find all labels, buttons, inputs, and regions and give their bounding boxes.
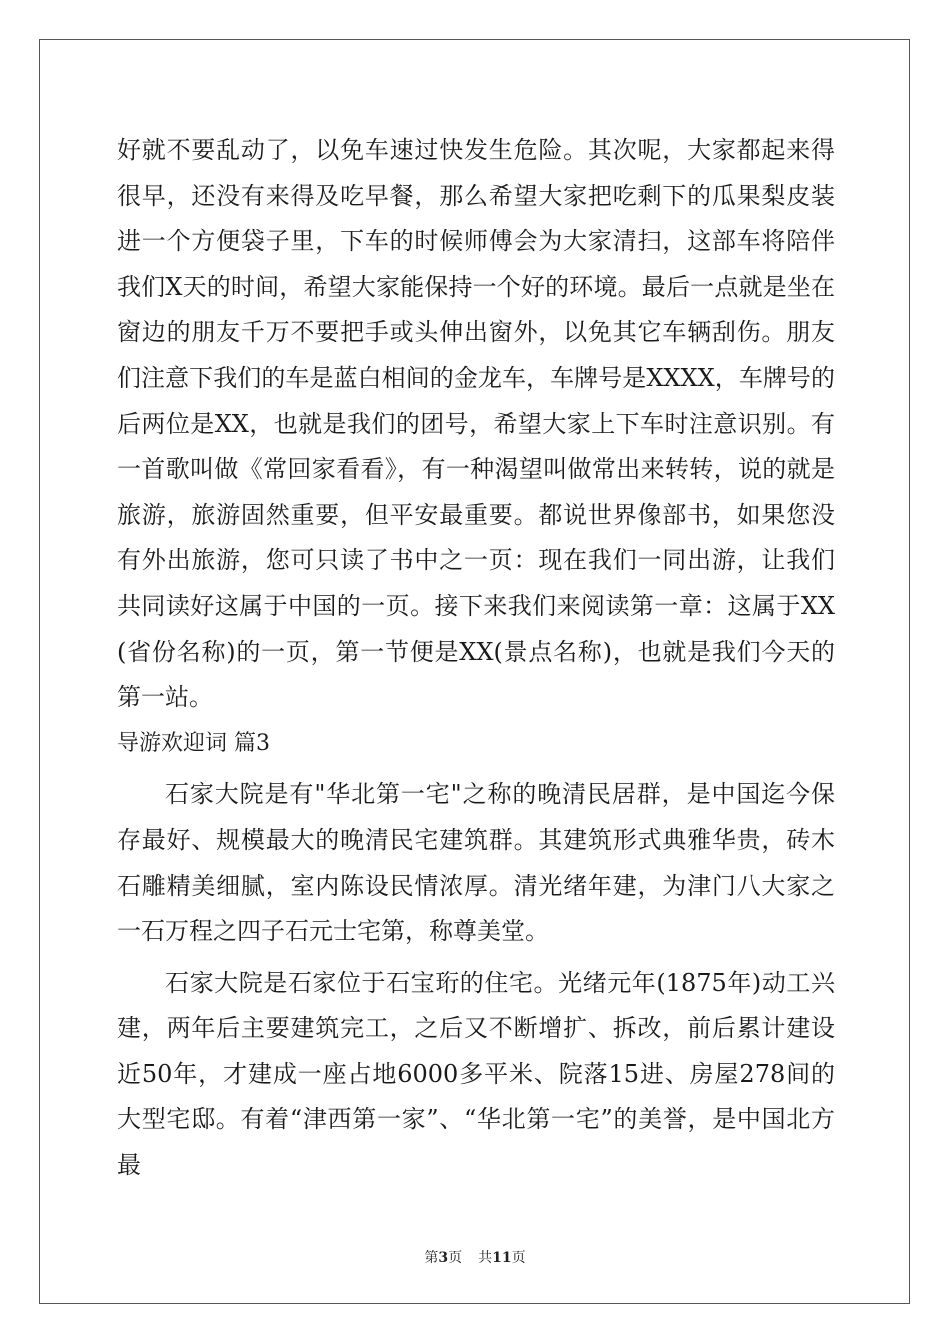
page-footer <box>0 1247 950 1267</box>
paragraph-continuation: 好就不要乱动了，以免车速过快发生危险。其次呢，大家都起来得很早，还没有来得及吃早餐，那么希望大家把吃剩下的瓜果梨皮装进一个方便袋子里，下车的时候师傅会为大家清扫，这部车将陪伴我们X天的时间，希望大家能保持一个好的环境。最后一点就是坐在窗边的朋友千万不要把手或头伸出窗外，以免其它车辆刮伤。朋友们注意下我们的车是蓝白相间的金龙车，车牌号是XXXX，车牌号的后两位是XX，也就是我们的团号，希望大家上下车时注意识别。有一首歌叫做《常回家看看》，有一种渴望叫做常出来转转，说的就是旅游，旅游固然重要，但平安最重要。都说世界像部书，如果您没有外出旅游，您可只读了书中之一页：现在我们一同出游，让我们共同读好这属于中国的一页。接下来我们来阅读第一章：这属于XX(省份名称)的一页，第一节便是XX(景点名称)，也就是我们今天的第一站。 <box>117 136 835 712</box>
footer-page-suffix: 页 <box>448 1250 463 1266</box>
footer-page-number: 3 <box>438 1250 449 1266</box>
paragraph-intro: 石家大院是有"华北第一宅"之称的晚清民居群，是中国迄今保存最好、规模最大的晚清民宅建筑群。其建筑形式典雅华贵，砖木石雕精美细腻，室内陈设民情浓厚。清光绪年建，为津门八大家之一石万程之四子石元士宅第，称尊美堂。 <box>117 780 835 946</box>
footer-total-prefix: 共 <box>478 1250 493 1266</box>
document-body <box>117 128 835 1189</box>
footer-total-suffix: 页 <box>511 1250 526 1266</box>
footer-prefix: 第 <box>424 1250 439 1266</box>
section-heading: 导游欢迎词 篇3 <box>117 730 270 756</box>
paragraph-history: 石家大院是石家位于石宝珩的住宅。光绪元年(1875年)动工兴建，两年后主要建筑完工，之后又不断增扩、拆改，前后累计建设近50年，才建成一座占地6000多平米、院落15进、房屋278间的大型宅邸。有着“津西第一家”、“华北第一宅”的美誉，是中国北方最 <box>117 968 835 1180</box>
footer-total-pages: 11 <box>492 1250 512 1266</box>
